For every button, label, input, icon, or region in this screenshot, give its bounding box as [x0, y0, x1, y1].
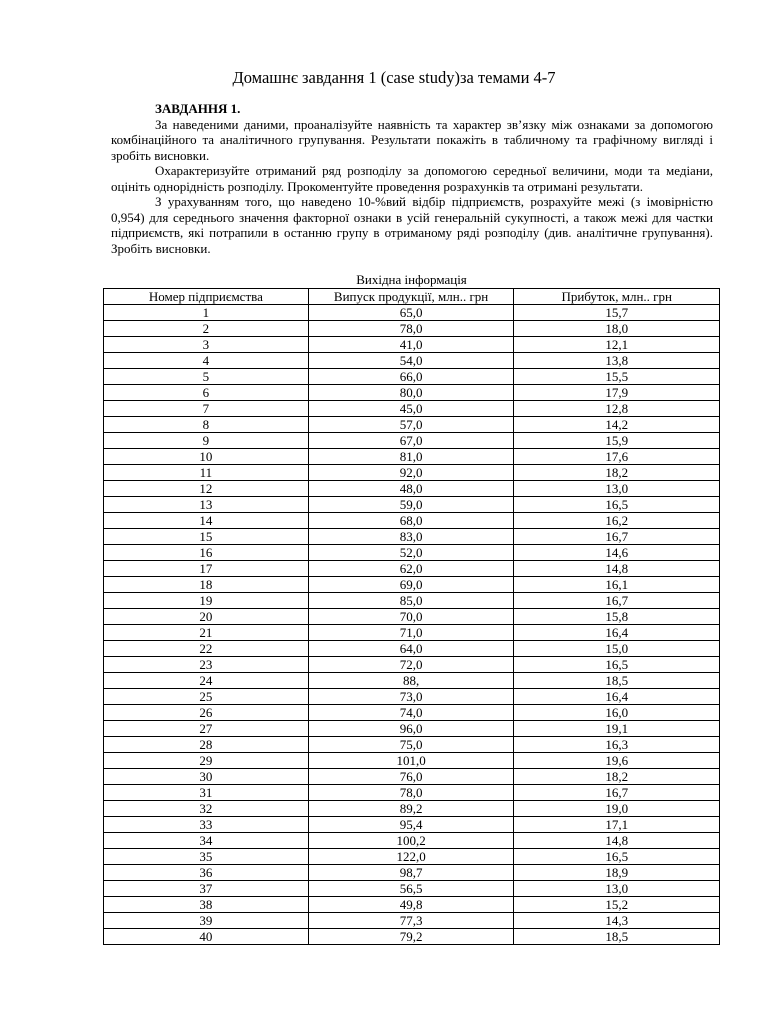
cell-profit: 16,1: [514, 577, 720, 593]
cell-profit: 15,2: [514, 897, 720, 913]
table-row: [104, 865, 720, 881]
cell-enterprise-number: 20: [104, 609, 309, 625]
cell-production-output: 96,0: [308, 721, 514, 737]
table-row: [104, 673, 720, 689]
table-row: [104, 481, 720, 497]
cell-enterprise-number: 3: [104, 337, 309, 353]
table-row: [104, 513, 720, 529]
cell-production-output: 59,0: [308, 497, 514, 513]
cell-profit: 19,0: [514, 801, 720, 817]
cell-production-output: 67,0: [308, 433, 514, 449]
cell-profit: 17,9: [514, 385, 720, 401]
cell-profit: 16,0: [514, 705, 720, 721]
cell-enterprise-number: 1: [104, 305, 309, 321]
table-row: [104, 689, 720, 705]
table-row: [104, 897, 720, 913]
cell-production-output: 54,0: [308, 353, 514, 369]
cell-enterprise-number: 13: [104, 497, 309, 513]
cell-enterprise-number: 28: [104, 737, 309, 753]
table-row: [104, 321, 720, 337]
table-row: [104, 545, 720, 561]
cell-profit: 13,0: [514, 481, 720, 497]
task-paragraph-3: З урахуванням того, що наведено 10-%вий відбір підприємств, розрахуйте межі (з імовірністю 0,954) для середнього значення факторної ознаки в усій генеральній сукупності, а також межі для частки підприємств, які потрапили в останню групу в отриманому ряді розподілу (див. аналітичне групування). Зробіть висновки.: [111, 194, 713, 256]
task-paragraph-1: За наведеними даними, проаналізуйте наявність та характер зв’язку між ознаками за допомогою комбінаційного та аналітичного групування. Результати покажіть в табличному та графічному вигляді і зробіть висновки.: [111, 116, 713, 163]
cell-enterprise-number: 24: [104, 673, 309, 689]
cell-production-output: 95,4: [308, 817, 514, 833]
column-header-enterprise-number: Номер підприємства: [104, 289, 309, 305]
cell-profit: 12,8: [514, 401, 720, 417]
cell-profit: 19,6: [514, 753, 720, 769]
cell-profit: 16,4: [514, 625, 720, 641]
cell-enterprise-number: 27: [104, 721, 309, 737]
cell-enterprise-number: 2: [104, 321, 309, 337]
cell-production-output: 41,0: [308, 337, 514, 353]
cell-enterprise-number: 4: [104, 353, 309, 369]
cell-production-output: 77,3: [308, 913, 514, 929]
cell-enterprise-number: 29: [104, 753, 309, 769]
cell-profit: 18,5: [514, 929, 720, 945]
cell-enterprise-number: 6: [104, 385, 309, 401]
table-row: [104, 609, 720, 625]
cell-enterprise-number: 18: [104, 577, 309, 593]
cell-production-output: 73,0: [308, 689, 514, 705]
cell-production-output: 70,0: [308, 609, 514, 625]
cell-profit: 17,1: [514, 817, 720, 833]
table-row: [104, 833, 720, 849]
cell-production-output: 81,0: [308, 449, 514, 465]
table-row: [104, 881, 720, 897]
task-paragraph-2: Охарактеризуйте отриманий ряд розподілу за допомогою середньої величини, моди та медіани, оцініть однорідність розподілу. Прокоментуйте проведення розрахунків та отримані результати.: [111, 163, 713, 194]
cell-enterprise-number: 35: [104, 849, 309, 865]
table-row: [104, 801, 720, 817]
cell-enterprise-number: 32: [104, 801, 309, 817]
cell-production-output: 71,0: [308, 625, 514, 641]
column-header-profit: Прибуток, млн.. грн: [514, 289, 720, 305]
cell-production-output: 79,2: [308, 929, 514, 945]
page-title: Домашнє завдання 1 (case study)за темами 4-7: [232, 68, 556, 87]
cell-production-output: 101,0: [308, 753, 514, 769]
cell-profit: 16,2: [514, 513, 720, 529]
cell-enterprise-number: 31: [104, 785, 309, 801]
cell-profit: 18,5: [514, 673, 720, 689]
table-row: [104, 449, 720, 465]
cell-production-output: 56,5: [308, 881, 514, 897]
cell-profit: 15,0: [514, 641, 720, 657]
cell-profit: 16,7: [514, 785, 720, 801]
cell-production-output: 64,0: [308, 641, 514, 657]
cell-production-output: 76,0: [308, 769, 514, 785]
cell-enterprise-number: 5: [104, 369, 309, 385]
cell-enterprise-number: 19: [104, 593, 309, 609]
cell-enterprise-number: 34: [104, 833, 309, 849]
cell-enterprise-number: 16: [104, 545, 309, 561]
table-row: [104, 385, 720, 401]
cell-production-output: 78,0: [308, 785, 514, 801]
cell-profit: 14,3: [514, 913, 720, 929]
cell-profit: 15,9: [514, 433, 720, 449]
table-row: [104, 641, 720, 657]
cell-production-output: 69,0: [308, 577, 514, 593]
cell-profit: 13,0: [514, 881, 720, 897]
cell-production-output: 68,0: [308, 513, 514, 529]
table-row: [104, 737, 720, 753]
cell-production-output: 88,: [308, 673, 514, 689]
cell-production-output: 78,0: [308, 321, 514, 337]
cell-enterprise-number: 10: [104, 449, 309, 465]
cell-enterprise-number: 8: [104, 417, 309, 433]
table-row: [104, 657, 720, 673]
table-row: [104, 817, 720, 833]
cell-enterprise-number: 23: [104, 657, 309, 673]
table-row: [104, 433, 720, 449]
cell-enterprise-number: 12: [104, 481, 309, 497]
cell-profit: 16,5: [514, 849, 720, 865]
cell-profit: 14,2: [514, 417, 720, 433]
cell-profit: 14,8: [514, 833, 720, 849]
table-header-row: [104, 289, 720, 305]
cell-enterprise-number: 30: [104, 769, 309, 785]
column-header-production-output: Випуск продукції, млн.. грн: [308, 289, 514, 305]
task-heading: ЗАВДАННЯ 1.: [155, 101, 241, 116]
cell-profit: 16,7: [514, 593, 720, 609]
table-row: [104, 305, 720, 321]
cell-enterprise-number: 11: [104, 465, 309, 481]
cell-enterprise-number: 25: [104, 689, 309, 705]
cell-enterprise-number: 14: [104, 513, 309, 529]
cell-profit: 19,1: [514, 721, 720, 737]
cell-profit: 15,8: [514, 609, 720, 625]
cell-production-output: 52,0: [308, 545, 514, 561]
cell-profit: 15,5: [514, 369, 720, 385]
cell-production-output: 85,0: [308, 593, 514, 609]
cell-profit: 15,7: [514, 305, 720, 321]
cell-profit: 14,8: [514, 561, 720, 577]
cell-production-output: 49,8: [308, 897, 514, 913]
cell-profit: 17,6: [514, 449, 720, 465]
cell-enterprise-number: 22: [104, 641, 309, 657]
cell-enterprise-number: 33: [104, 817, 309, 833]
table-row: [104, 417, 720, 433]
table-row: [104, 849, 720, 865]
cell-production-output: 72,0: [308, 657, 514, 673]
table-row: [104, 929, 720, 945]
cell-enterprise-number: 39: [104, 913, 309, 929]
cell-profit: 18,0: [514, 321, 720, 337]
cell-production-output: 65,0: [308, 305, 514, 321]
cell-production-output: 75,0: [308, 737, 514, 753]
table-row: [104, 625, 720, 641]
cell-enterprise-number: 38: [104, 897, 309, 913]
table-row: [104, 913, 720, 929]
table-row: [104, 721, 720, 737]
cell-profit: 13,8: [514, 353, 720, 369]
table-row: [104, 593, 720, 609]
cell-production-output: 92,0: [308, 465, 514, 481]
table-row: [104, 529, 720, 545]
cell-production-output: 122,0: [308, 849, 514, 865]
task-block: [111, 101, 713, 256]
cell-profit: 16,3: [514, 737, 720, 753]
cell-production-output: 89,2: [308, 801, 514, 817]
cell-enterprise-number: 37: [104, 881, 309, 897]
cell-profit: 18,9: [514, 865, 720, 881]
table-row: [104, 337, 720, 353]
cell-profit: 16,4: [514, 689, 720, 705]
cell-production-output: 74,0: [308, 705, 514, 721]
cell-profit: 14,6: [514, 545, 720, 561]
table-caption: Вихідна інформація: [356, 272, 467, 287]
cell-enterprise-number: 26: [104, 705, 309, 721]
cell-profit: 12,1: [514, 337, 720, 353]
cell-enterprise-number: 17: [104, 561, 309, 577]
cell-production-output: 45,0: [308, 401, 514, 417]
source-data-table: [103, 288, 720, 945]
cell-profit: 16,7: [514, 529, 720, 545]
cell-profit: 18,2: [514, 769, 720, 785]
cell-enterprise-number: 36: [104, 865, 309, 881]
cell-production-output: 66,0: [308, 369, 514, 385]
table-row: [104, 561, 720, 577]
cell-production-output: 98,7: [308, 865, 514, 881]
cell-profit: 16,5: [514, 657, 720, 673]
cell-production-output: 62,0: [308, 561, 514, 577]
cell-production-output: 80,0: [308, 385, 514, 401]
cell-enterprise-number: 40: [104, 929, 309, 945]
table-row: [104, 577, 720, 593]
table-row: [104, 353, 720, 369]
cell-production-output: 48,0: [308, 481, 514, 497]
cell-production-output: 57,0: [308, 417, 514, 433]
cell-production-output: 100,2: [308, 833, 514, 849]
table-row: [104, 705, 720, 721]
table-row: [104, 465, 720, 481]
cell-enterprise-number: 7: [104, 401, 309, 417]
cell-profit: 18,2: [514, 465, 720, 481]
table-body: [104, 305, 720, 945]
table-row: [104, 497, 720, 513]
table-row: [104, 785, 720, 801]
cell-enterprise-number: 9: [104, 433, 309, 449]
table-row: [104, 401, 720, 417]
table-row: [104, 753, 720, 769]
cell-enterprise-number: 15: [104, 529, 309, 545]
cell-profit: 16,5: [514, 497, 720, 513]
cell-production-output: 83,0: [308, 529, 514, 545]
cell-enterprise-number: 21: [104, 625, 309, 641]
table-row: [104, 369, 720, 385]
table-row: [104, 769, 720, 785]
